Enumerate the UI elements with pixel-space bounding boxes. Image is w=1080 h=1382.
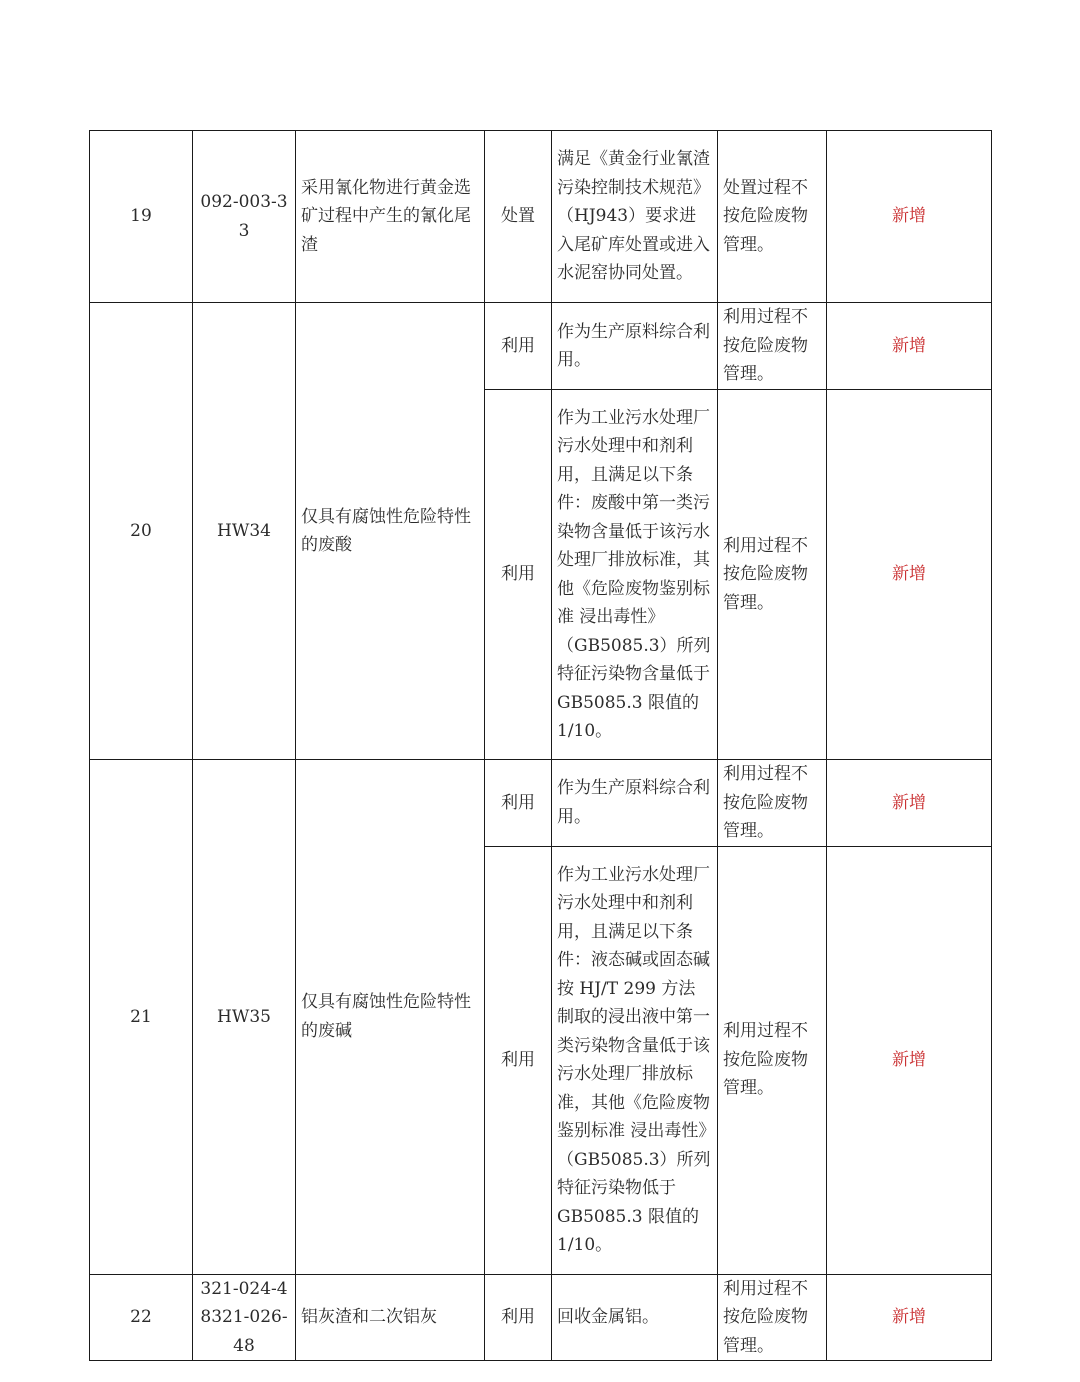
exemption-condition: 作为生产原料综合利用。 [552, 303, 718, 390]
waste-name: 铝灰渣和二次铝灰 [296, 1274, 485, 1361]
waste-name: 采用氰化物进行黄金选矿过程中产生的氰化尾渣 [296, 131, 485, 303]
row-number: 21 [90, 760, 193, 1275]
row-number: 22 [90, 1274, 193, 1361]
table-row-22 [90, 1274, 992, 1361]
exemption-condition: 回收金属铝。 [552, 1274, 718, 1361]
waste-code: 321-024-48321-026-48 [193, 1274, 296, 1361]
exemption-content: 处置过程不按危险废物管理。 [718, 131, 827, 303]
exemption-stage: 利用 [485, 760, 552, 847]
exemption-condition: 满足《黄金行业氰渣污染控制技术规范》（HJ943）要求进入尾矿库处置或进入水泥窑协同处置。 [552, 131, 718, 303]
exemption-stage: 利用 [485, 303, 552, 390]
waste-code: HW34 [193, 303, 296, 760]
exemption-stage: 利用 [485, 1274, 552, 1361]
exemption-condition: 作为生产原料综合利用。 [552, 760, 718, 847]
exemption-condition: 作为工业污水处理厂污水处理中和剂利用，且满足以下条件：废酸中第一类污染物含量低于该污水处理厂排放标准，其他《危险废物鉴别标准 浸出毒性》（GB5085.3）所列特征污染物含量低于 GB5085.3 限值的 1/10。 [552, 390, 718, 760]
table-row-20 [90, 303, 992, 390]
status-label: 新增 [827, 846, 992, 1274]
table-row-19 [90, 131, 992, 303]
row-number: 19 [90, 131, 193, 303]
hazardous-waste-exemption-table [89, 130, 992, 1361]
exemption-content: 利用过程不按危险废物管理。 [718, 846, 827, 1274]
status-label: 新增 [827, 760, 992, 847]
waste-code: 092-003-33 [193, 131, 296, 303]
exemption-content: 利用过程不按危险废物管理。 [718, 1274, 827, 1361]
exemption-content: 利用过程不按危险废物管理。 [718, 760, 827, 847]
row-number: 20 [90, 303, 193, 760]
waste-name: 仅具有腐蚀性危险特性的废碱 [296, 760, 485, 1275]
status-label: 新增 [827, 303, 992, 390]
exemption-stage: 利用 [485, 846, 552, 1274]
exemption-stage: 处置 [485, 131, 552, 303]
exemption-stage: 利用 [485, 390, 552, 760]
exemption-content: 利用过程不按危险废物管理。 [718, 303, 827, 390]
exemption-content: 利用过程不按危险废物管理。 [718, 390, 827, 760]
waste-code: HW35 [193, 760, 296, 1275]
exemption-condition: 作为工业污水处理厂污水处理中和剂利用，且满足以下条件：液态碱或固态碱按 HJ/T 299 方法制取的浸出液中第一类污染物含量低于该污水处理厂排放标准，其他《危险废物鉴别标准 浸出毒性》（GB5085.3）所列特征污染物低于 GB5085.3 限值的 1/10。 [552, 846, 718, 1274]
waste-name: 仅具有腐蚀性危险特性的废酸 [296, 303, 485, 760]
status-label: 新增 [827, 1274, 992, 1361]
status-label: 新增 [827, 131, 992, 303]
status-label: 新增 [827, 390, 992, 760]
table-row-21 [90, 760, 992, 847]
